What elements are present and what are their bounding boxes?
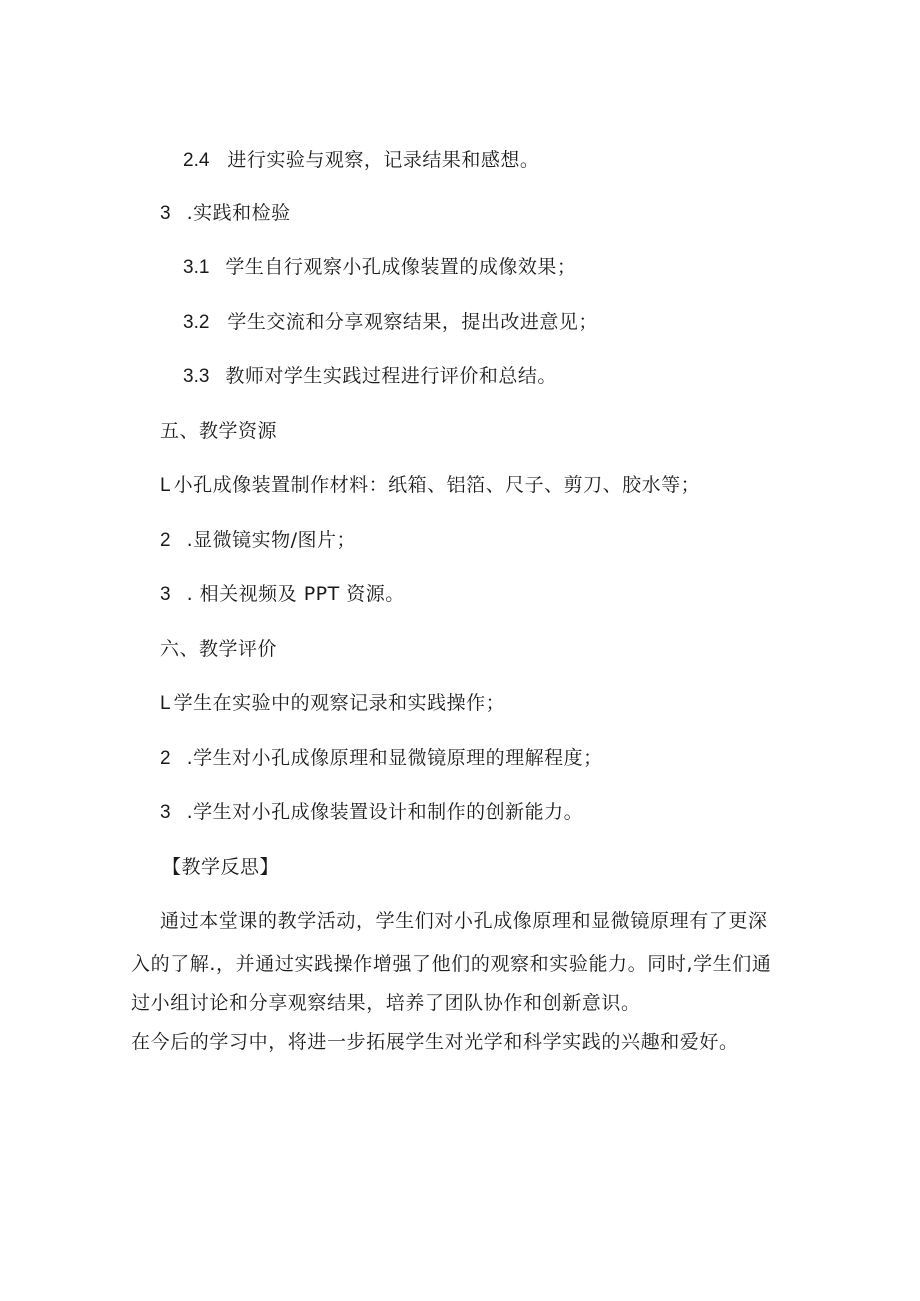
item-number: 3.1 <box>183 257 210 278</box>
item-text: 进行实验与观察，记录结果和感想。 <box>227 149 540 171</box>
list-item-3 <box>160 201 291 226</box>
evaluation-item-2 <box>160 746 603 771</box>
item-number: 2 <box>160 530 171 551</box>
item-number: 3 <box>160 584 171 605</box>
list-item-3-2 <box>183 310 598 335</box>
section-heading-resources: 五、教学资源 <box>160 420 278 442</box>
reflection-line: 过小组讨论和分享观察结果，培养了团队协作和创新意识。 <box>131 992 641 1014</box>
item-text: 小孔成像装置制作材料：纸箱、铝箔、尺子、剪刀、胶水等； <box>173 474 701 496</box>
resource-item-1 <box>160 473 700 498</box>
item-number: 2 <box>160 748 171 769</box>
item-number: 3.3 <box>183 366 210 387</box>
section-heading-evaluation: 六、教学评价 <box>160 638 278 660</box>
reflection-heading: 【教学反思】 <box>162 856 280 878</box>
list-item-3-1 <box>183 255 576 280</box>
list-item-3-3 <box>183 364 557 389</box>
item-number: L <box>160 475 171 496</box>
evaluation-item-1 <box>160 691 505 716</box>
resource-item-3 <box>160 582 405 607</box>
item-text: .实践和检验 <box>186 202 291 224</box>
reflection-line: 在今后的学习中，将进一步拓展学生对光学和科学实践的兴趣和爱好。 <box>131 1031 739 1053</box>
item-number: 3 <box>160 802 171 823</box>
item-number: L <box>160 693 171 714</box>
item-text: .学生对小孔成像原理和显微镜原理的理解程度； <box>186 747 603 769</box>
evaluation-item-3 <box>160 800 583 825</box>
item-text: 教师对学生实践过程进行评价和总结。 <box>225 365 557 387</box>
item-text: 学生交流和分享观察结果，提出改进意见； <box>227 311 598 333</box>
list-item-2-4 <box>183 148 539 173</box>
item-text: .显微镜实物/图片； <box>186 529 357 551</box>
item-number: 3.2 <box>183 312 210 333</box>
resource-item-2 <box>160 528 356 553</box>
item-number: 2.4 <box>183 150 210 171</box>
reflection-line: 通过本堂课的教学活动，学生们对小孔成像原理和显微镜原理有了更深 <box>160 910 768 932</box>
item-text: . 相关视频及 PPT 资源。 <box>186 583 405 605</box>
item-text: 学生自行观察小孔成像装置的成像效果； <box>225 256 577 278</box>
item-text: 学生在实验中的观察记录和实践操作； <box>173 692 506 714</box>
item-number: 3 <box>160 203 171 224</box>
reflection-line: 入的了解.，并通过实践操作增强了他们的观察和实验能力。同时,学生们通 <box>131 953 772 975</box>
item-text: .学生对小孔成像装置设计和制作的创新能力。 <box>186 801 584 823</box>
